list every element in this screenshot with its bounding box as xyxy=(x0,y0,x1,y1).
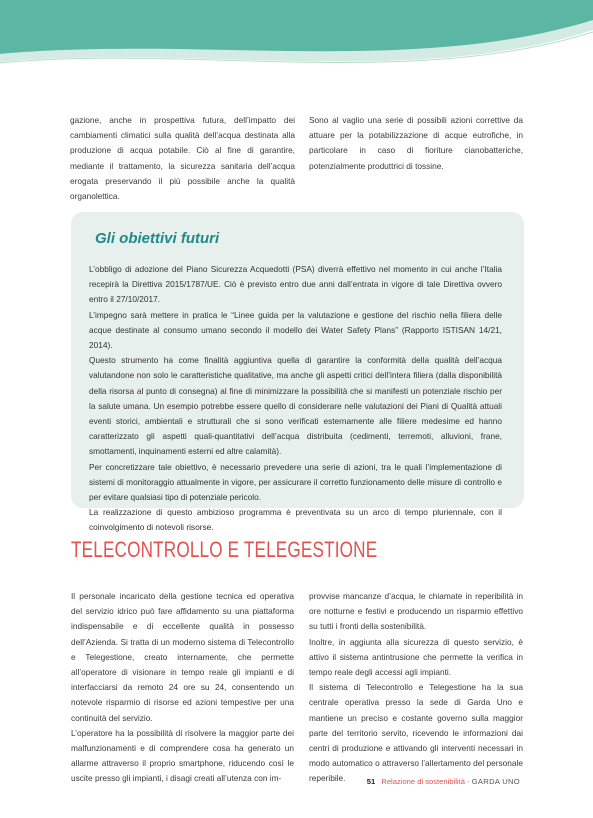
intro-right-column xyxy=(309,113,523,174)
paragraph: L’impegno sarà mettere in pratica le “Linee guida per la valutazione e gestione del rischio nella filiera delle acque destinate al consumo umano secondo il modello dei Water Safety Plans” (Rapporto ISTISAN 14/21, 2014). xyxy=(89,309,502,351)
box-title: Gli obiettivi futuri xyxy=(95,230,220,247)
page-footer xyxy=(367,777,520,786)
report-name: Relazione di sostenibilità xyxy=(381,777,465,786)
paragraph: L’obbligo di adozione del Piano Sicurezza Acquedotti (PSA) diverrà effettivo nel momento in cui anche l’Italia recepirà la Direttiva 2015/1787/UE. Ciò è previsto entro due anni dall’entrata in vigore di tale Direttiva ovvero entro il 27/10/2017. xyxy=(89,264,502,305)
section-right-column xyxy=(309,589,523,787)
paragraph: L’operatore ha la possibilità di risolvere la maggior parte dei malfunzionamenti e di comprendere cosa ha generato un allarme attraverso il proprio smartphone, riducendo così le uscite presso gli impianti, i disagi creati all’utenza con im- xyxy=(71,727,294,784)
section-left-column xyxy=(71,589,294,787)
header-wave-decoration xyxy=(0,0,593,80)
paragraph: gazione, anche in prospettiva futura, dell’impatto dei cambiamenti climatici sulla qualità dell’acqua destinata alla produzione di acqua potabile. Ciò al fine di garantire, mediante il trattamento, la sicurezza sanitaria dell’acqua erogata preservando il più possibile anche la qualità organolettica. xyxy=(70,115,295,202)
box-body xyxy=(89,262,502,536)
organization-name: GARDA UNO xyxy=(471,777,520,786)
paragraph: Per concretizzare tale obiettivo, è necessario prevedere una serie di azioni, tra le quali l’implementazione di sistemi di monitoraggio attualmente in vigore, per assicurare il corretto funzionamento delle misure di controllo e per evitare qualsiasi tipo di potenziale pericolo. xyxy=(89,461,502,503)
page-number: 51 xyxy=(366,777,376,786)
intro-left-column xyxy=(70,113,295,204)
section-title: TELECONTROLLO E TELEGESTIONE xyxy=(71,537,378,562)
paragraph: Il personale incaricato della gestione tecnica ed operativa del servizio idrico può fare affidamento su una piattaforma indispensabile e di eccellente qualità in possesso dell’Azienda. Si tratta di un moderno sistema di Telecontrollo e Telegestione, creato internamente, che permette all’operatore di visionare in tempo reale gli impianti e di interfacciarsi da remoto 24 ore su 24, consentendo un notevole risparmio di risorse ed azioni tempestive per una continuità del servizio. xyxy=(71,591,294,723)
paragraph: La realizzazione di questo ambizioso programma è preventivata su un arco di tempo pluriennale, con il coinvolgimento di notevoli risorse. xyxy=(89,507,502,533)
footer-separator: - xyxy=(467,777,470,786)
paragraph: Inoltre, in aggiunta alla sicurezza di questo servizio, è attivo il sistema antintrusione che permette la verifica in tempo reale degli accessi agli impianti. xyxy=(309,636,523,678)
paragraph: Questo strumento ha come finalità aggiuntiva quella di garantire la conformità della qualità dell’acqua valutandone non solo le caratteristiche qualitative, ma anche gli aspetti critici dell’intera filiera (dalla disponibilità della risorsa al punto di consegna) al fine di minimizzare la possibilità che si manifesti un potenziale rischio per la salute umana. Un esempio potrebbe essere quello di considerare nelle valutazioni dei Piani di Qualità attuali eventi storici, ambientali e strutturali che si sono verificati esternamente alle filiere medesime ed hanno caratterizzato gli aspetti quali-quantitativi dell’acqua distribuita (cedimenti, terremoti, alluvioni, frane, smottamenti, inquinamenti esterni ed altre calamità). xyxy=(89,355,502,457)
paragraph: Il sistema di Telecontrollo e Telegestione ha la sua centrale operativa presso la sede di Garda Uno e mantiene un preciso e costante governo sulla maggior parte del territorio servito, ricevendo le informazioni dai centri di produzione e attivando gli interventi necessari in modo automatico o attraverso l’allertamento del personale reperibile. xyxy=(309,682,523,784)
paragraph: provvise mancanze d’acqua, le chiamate in reperibilità in ore notturne e festivi e producendo un risparmio effettivo su tutti i fronti della sostenibilità. xyxy=(309,591,523,632)
paragraph: Sono al vaglio una serie di possibili azioni correttive da attuare per la potabilizzazione di acque eutrofiche, in particolare in caso di fioriture cianobatteriche, potenzialmente produttrici di tossine. xyxy=(309,115,523,171)
